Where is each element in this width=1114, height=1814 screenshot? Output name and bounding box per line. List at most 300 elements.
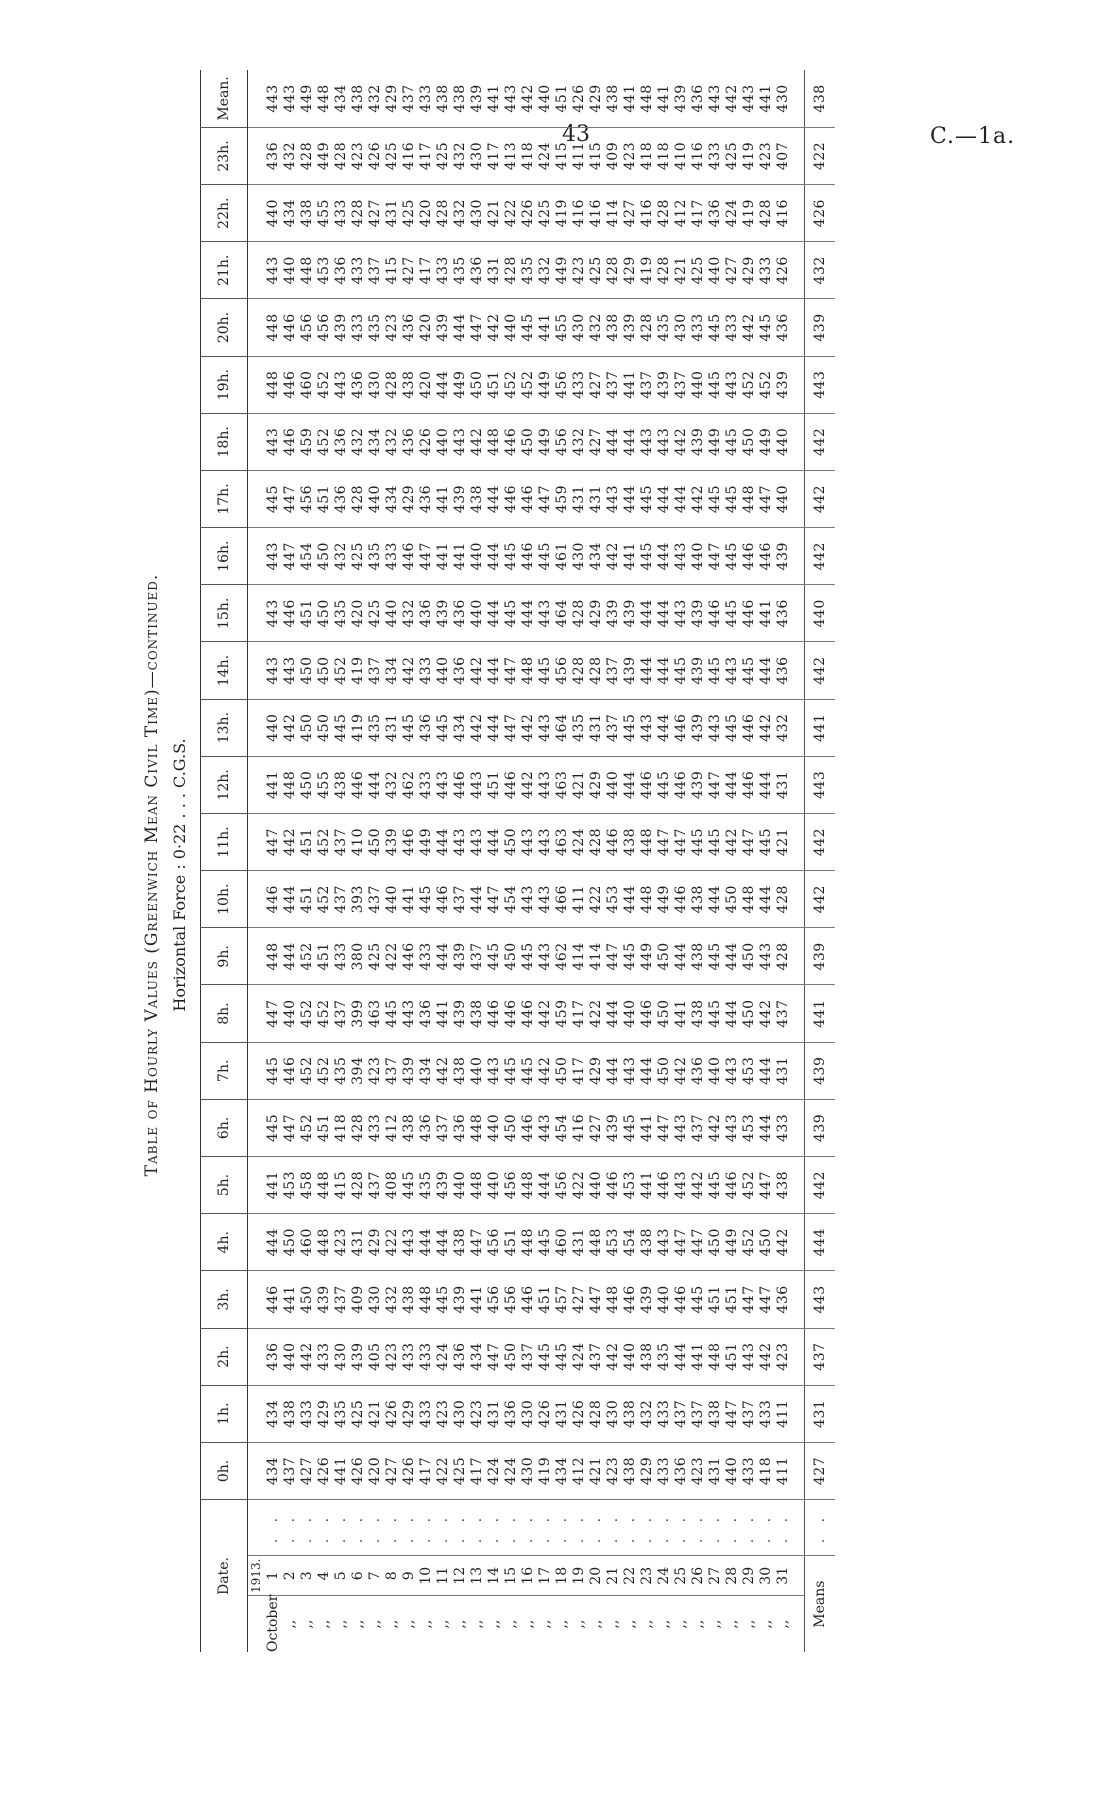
- value-cell: 440: [282, 242, 299, 299]
- value-cell: 440: [469, 585, 486, 642]
- value-cell: 441: [639, 1099, 656, 1156]
- value-cell: 448: [469, 1157, 486, 1214]
- row-mean-cell: 442: [520, 84, 536, 113]
- value-cell: 445: [724, 585, 741, 642]
- value-cell: 429: [622, 242, 639, 299]
- value-cell: 441: [758, 585, 775, 642]
- value-cell: 445: [520, 1042, 537, 1099]
- value-cell: 445: [486, 928, 503, 985]
- mean-cell: 442: [805, 871, 836, 928]
- value-cell: 426: [401, 1442, 418, 1499]
- value-cell: 451: [724, 1328, 741, 1385]
- value-cell: 445: [707, 1157, 724, 1214]
- spacer-cell: [248, 985, 266, 1042]
- value-cell: 447: [673, 813, 690, 870]
- value-cell: 422: [435, 1442, 452, 1499]
- day-number: 15: [503, 1556, 520, 1596]
- means-label: Means: [805, 1556, 836, 1652]
- value-cell: 455: [316, 185, 333, 242]
- table-row: [656, 70, 673, 1652]
- value-cell: 443: [537, 756, 554, 813]
- leader-dots: . .: [571, 1500, 588, 1556]
- value-cell: 445: [758, 299, 775, 356]
- value-cell: 448: [639, 871, 656, 928]
- spacer-cell: [248, 70, 266, 127]
- value-cell: 450: [503, 928, 520, 985]
- value-cell: 432: [452, 185, 469, 242]
- value-cell: 455: [554, 299, 571, 356]
- value-cell: 444: [486, 470, 503, 527]
- hour-header: 5h.: [201, 1157, 248, 1214]
- value-cell: 433: [418, 1328, 435, 1385]
- value-cell: 439: [605, 585, 622, 642]
- spacer-cell: [248, 756, 266, 813]
- value-cell: 460: [299, 1214, 316, 1271]
- row-mean-cell: 443: [741, 84, 757, 113]
- value-cell: 448: [741, 871, 758, 928]
- value-cell: 419: [350, 642, 367, 699]
- spacer-cell: [248, 1271, 266, 1328]
- day-number: 16: [520, 1556, 537, 1596]
- value-cell: 438: [639, 1214, 656, 1271]
- value-cell: 456: [316, 299, 333, 356]
- ditto-mark: ,,: [384, 1596, 401, 1652]
- value-cell: 449: [707, 413, 724, 470]
- value-cell: 443: [265, 642, 282, 699]
- mean-cell: 440: [805, 585, 836, 642]
- value-cell: 429: [588, 585, 605, 642]
- value-cell: 435: [367, 528, 384, 585]
- value-cell: 420: [418, 356, 435, 413]
- value-cell: 451: [707, 1271, 724, 1328]
- day-number: 29: [741, 1556, 758, 1596]
- value-cell: 443: [265, 413, 282, 470]
- value-cell: 446: [503, 413, 520, 470]
- value-cell: 427: [724, 242, 741, 299]
- value-cell: 431: [588, 470, 605, 527]
- mean-cell: 442: [805, 413, 836, 470]
- value-cell: 422: [384, 1214, 401, 1271]
- table-row: [588, 70, 605, 1652]
- row-mean-cell: 441: [486, 84, 502, 113]
- value-cell: 425: [690, 242, 707, 299]
- day-number: 17: [537, 1556, 554, 1596]
- value-cell: 436: [452, 642, 469, 699]
- value-cell: 427: [384, 1442, 401, 1499]
- value-cell: 451: [537, 1271, 554, 1328]
- value-cell: 446: [707, 585, 724, 642]
- value-cell: 451: [486, 356, 503, 413]
- value-cell: 444: [265, 1214, 282, 1271]
- value-cell: 439: [452, 470, 469, 527]
- value-cell: 446: [724, 1157, 741, 1214]
- value-cell: 443: [265, 528, 282, 585]
- ditto-mark: ,,: [622, 1596, 639, 1652]
- mean-cell: 439: [805, 299, 836, 356]
- value-cell: 446: [622, 1271, 639, 1328]
- value-cell: 450: [503, 1099, 520, 1156]
- ditto-mark: ,,: [656, 1596, 673, 1652]
- value-cell: 448: [588, 1214, 605, 1271]
- value-cell: 442: [724, 813, 741, 870]
- table-row: [537, 70, 554, 1652]
- day-number: 24: [656, 1556, 673, 1596]
- table-row: [775, 70, 792, 1652]
- value-cell: 446: [401, 928, 418, 985]
- mean-cell: 439: [805, 928, 836, 985]
- value-cell: 445: [333, 699, 350, 756]
- value-cell: 442: [673, 1042, 690, 1099]
- value-cell: 436: [452, 1328, 469, 1385]
- table-row: [554, 70, 571, 1652]
- value-cell: 429: [401, 470, 418, 527]
- value-cell: 444: [639, 585, 656, 642]
- value-cell: 446: [401, 813, 418, 870]
- value-cell: 434: [265, 1385, 282, 1442]
- value-cell: 449: [724, 1214, 741, 1271]
- day-number: 25: [673, 1556, 690, 1596]
- value-cell: 439: [690, 699, 707, 756]
- value-cell: 445: [639, 528, 656, 585]
- value-cell: 453: [741, 1099, 758, 1156]
- mean-cell: 439: [805, 1042, 836, 1099]
- value-cell: 446: [520, 1099, 537, 1156]
- value-cell: 444: [639, 642, 656, 699]
- value-cell: 432: [384, 413, 401, 470]
- value-cell: 418: [333, 1099, 350, 1156]
- value-cell: 444: [622, 756, 639, 813]
- value-cell: 447: [265, 813, 282, 870]
- day-number: 1: [265, 1556, 282, 1596]
- hour-header: 1h.: [201, 1385, 248, 1442]
- page-number: 43: [562, 122, 590, 147]
- grand-mean-cell: 438: [805, 70, 836, 127]
- spacer-cell: [792, 528, 805, 585]
- value-cell: 438: [452, 1214, 469, 1271]
- value-cell: 450: [554, 1042, 571, 1099]
- value-cell: 420: [350, 585, 367, 642]
- value-cell: 453: [282, 1157, 299, 1214]
- value-cell: 444: [452, 299, 469, 356]
- value-cell: 445: [707, 928, 724, 985]
- value-cell: 446: [605, 1157, 622, 1214]
- value-cell: 439: [435, 585, 452, 642]
- value-cell: 443: [401, 1214, 418, 1271]
- value-cell: 436: [418, 470, 435, 527]
- value-cell: 453: [622, 1157, 639, 1214]
- value-cell: 436: [775, 299, 792, 356]
- value-cell: 443: [724, 642, 741, 699]
- spacer-cell: [792, 1385, 805, 1442]
- value-cell: 463: [367, 985, 384, 1042]
- value-cell: 443: [265, 242, 282, 299]
- mean-cell: 442: [805, 642, 836, 699]
- value-cell: 436: [418, 1099, 435, 1156]
- value-cell: 451: [724, 1271, 741, 1328]
- value-cell: 436: [401, 413, 418, 470]
- value-cell: 451: [316, 470, 333, 527]
- value-cell: 440: [588, 1157, 605, 1214]
- value-cell: 439: [435, 299, 452, 356]
- value-cell: 445: [707, 470, 724, 527]
- value-cell: 447: [673, 1214, 690, 1271]
- value-cell: 440: [282, 985, 299, 1042]
- ditto-mark: ,,: [333, 1596, 350, 1652]
- value-cell: 443: [401, 985, 418, 1042]
- value-cell: 443: [639, 413, 656, 470]
- value-cell: 463: [554, 756, 571, 813]
- spacer-cell: [792, 928, 805, 985]
- value-cell: 440: [707, 1042, 724, 1099]
- ditto-mark: ,,: [639, 1596, 656, 1652]
- value-cell: 428: [639, 299, 656, 356]
- leader-dots: . .: [469, 1500, 486, 1556]
- value-cell: 442: [469, 413, 486, 470]
- row-mean-cell: 436: [690, 84, 706, 113]
- value-cell: 437: [605, 642, 622, 699]
- value-cell: 437: [673, 1385, 690, 1442]
- value-cell: 433: [350, 299, 367, 356]
- value-cell: 425: [401, 185, 418, 242]
- value-cell: 417: [418, 127, 435, 184]
- row-mean-cell: 441: [656, 84, 672, 113]
- value-cell: 450: [503, 813, 520, 870]
- value-cell: 430: [469, 127, 486, 184]
- value-cell: 436: [469, 242, 486, 299]
- value-cell: 443: [265, 585, 282, 642]
- value-cell: 435: [520, 242, 537, 299]
- value-cell: 429: [588, 1042, 605, 1099]
- table-row: [707, 70, 724, 1652]
- spacer-cell: [248, 299, 266, 356]
- value-cell: 443: [452, 413, 469, 470]
- value-cell: 432: [333, 528, 350, 585]
- value-cell: 432: [775, 699, 792, 756]
- value-cell: 448: [265, 356, 282, 413]
- table-row: [503, 70, 520, 1652]
- hour-header: 23h.: [201, 127, 248, 184]
- table-row: [418, 70, 435, 1652]
- value-cell: 450: [299, 756, 316, 813]
- value-cell: 437: [520, 1328, 537, 1385]
- hour-header: 17h.: [201, 470, 248, 527]
- value-cell: 464: [554, 699, 571, 756]
- value-cell: 444: [758, 1099, 775, 1156]
- value-cell: 443: [520, 871, 537, 928]
- means-row: [805, 70, 836, 1652]
- spacer-cell: [248, 1157, 266, 1214]
- leader-dots: . .: [758, 1500, 775, 1556]
- row-mean-cell: 433: [418, 84, 434, 113]
- value-cell: 453: [605, 1214, 622, 1271]
- value-cell: 449: [316, 127, 333, 184]
- value-cell: 447: [486, 871, 503, 928]
- value-cell: 447: [282, 1099, 299, 1156]
- value-cell: 442: [741, 299, 758, 356]
- value-cell: 433: [656, 1385, 673, 1442]
- value-cell: 422: [384, 928, 401, 985]
- value-cell: 441: [401, 871, 418, 928]
- value-cell: 427: [299, 1442, 316, 1499]
- value-cell: 423: [333, 1214, 350, 1271]
- value-cell: 423: [571, 242, 588, 299]
- value-cell: 399: [350, 985, 367, 1042]
- value-cell: 439: [350, 1328, 367, 1385]
- value-cell: 443: [673, 1099, 690, 1156]
- value-cell: 430: [605, 1385, 622, 1442]
- ditto-mark: ,,: [741, 1596, 758, 1652]
- value-cell: 456: [554, 1157, 571, 1214]
- spacer-cell: [792, 299, 805, 356]
- value-cell: 417: [571, 985, 588, 1042]
- value-cell: 437: [469, 928, 486, 985]
- value-cell: 430: [571, 299, 588, 356]
- value-cell: 443: [537, 871, 554, 928]
- value-cell: 426: [520, 185, 537, 242]
- value-cell: 438: [333, 756, 350, 813]
- spacer-cell: [792, 1442, 805, 1499]
- spacer-cell: [792, 699, 805, 756]
- value-cell: 447: [282, 470, 299, 527]
- value-cell: 445: [503, 585, 520, 642]
- value-cell: 416: [571, 185, 588, 242]
- value-cell: 445: [741, 642, 758, 699]
- value-cell: 440: [690, 528, 707, 585]
- value-cell: 416: [775, 185, 792, 242]
- value-cell: 438: [299, 185, 316, 242]
- hour-header: 20h.: [201, 299, 248, 356]
- value-cell: 447: [469, 1214, 486, 1271]
- spacer-cell: [792, 1157, 805, 1214]
- value-cell: 443: [333, 356, 350, 413]
- value-cell: 428: [605, 242, 622, 299]
- value-cell: 443: [537, 813, 554, 870]
- value-cell: 430: [469, 185, 486, 242]
- value-cell: 440: [486, 1099, 503, 1156]
- value-cell: 429: [639, 1442, 656, 1499]
- spacer-cell: [792, 127, 805, 184]
- value-cell: 445: [384, 985, 401, 1042]
- value-cell: 440: [622, 985, 639, 1042]
- value-cell: 413: [503, 127, 520, 184]
- value-cell: 393: [350, 871, 367, 928]
- value-cell: 436: [265, 127, 282, 184]
- leader-dots: . .: [605, 1500, 622, 1556]
- spacer-cell: [248, 1442, 266, 1499]
- value-cell: 442: [469, 699, 486, 756]
- value-cell: 441: [469, 1271, 486, 1328]
- value-cell: 439: [690, 756, 707, 813]
- value-cell: 433: [418, 1385, 435, 1442]
- value-cell: 443: [656, 1214, 673, 1271]
- value-cell: 423: [384, 1328, 401, 1385]
- value-cell: 425: [367, 928, 384, 985]
- value-cell: 442: [605, 528, 622, 585]
- value-cell: 437: [282, 1442, 299, 1499]
- value-cell: 450: [299, 1271, 316, 1328]
- value-cell: 456: [503, 1271, 520, 1328]
- value-cell: 442: [299, 1328, 316, 1385]
- value-cell: 434: [469, 1328, 486, 1385]
- ditto-mark: ,,: [537, 1596, 554, 1652]
- value-cell: 445: [537, 1214, 554, 1271]
- value-cell: 440: [452, 1157, 469, 1214]
- spacer-cell: [792, 242, 805, 299]
- value-cell: 466: [554, 871, 571, 928]
- value-cell: 450: [299, 699, 316, 756]
- value-cell: 456: [299, 470, 316, 527]
- value-cell: 444: [486, 585, 503, 642]
- value-cell: 428: [503, 242, 520, 299]
- spacer-cell: [792, 470, 805, 527]
- value-cell: 446: [282, 1042, 299, 1099]
- value-cell: 448: [265, 928, 282, 985]
- value-cell: 439: [452, 985, 469, 1042]
- value-cell: 454: [622, 1214, 639, 1271]
- value-cell: 440: [469, 1042, 486, 1099]
- value-cell: 423: [384, 299, 401, 356]
- value-cell: 446: [741, 699, 758, 756]
- value-cell: 450: [741, 928, 758, 985]
- value-cell: 444: [605, 985, 622, 1042]
- value-cell: 442: [520, 756, 537, 813]
- value-cell: 450: [299, 642, 316, 699]
- mean-cell: 432: [805, 242, 836, 299]
- value-cell: 442: [537, 985, 554, 1042]
- spacer-cell: [248, 585, 266, 642]
- value-cell: 450: [316, 528, 333, 585]
- value-cell: 411: [775, 1442, 792, 1499]
- value-cell: 452: [316, 1042, 333, 1099]
- spacer-cell: [248, 928, 266, 985]
- value-cell: 450: [707, 1214, 724, 1271]
- value-cell: 451: [299, 871, 316, 928]
- table-row: [452, 70, 469, 1652]
- value-cell: 416: [401, 127, 418, 184]
- value-cell: 445: [537, 642, 554, 699]
- value-cell: 452: [316, 413, 333, 470]
- leader-dots: . .: [775, 1500, 792, 1556]
- spacer-cell: [248, 356, 266, 413]
- value-cell: 423: [622, 127, 639, 184]
- value-cell: 426: [775, 242, 792, 299]
- value-cell: 436: [350, 356, 367, 413]
- spacer-cell: [792, 985, 805, 1042]
- value-cell: 444: [486, 699, 503, 756]
- value-cell: 425: [537, 185, 554, 242]
- spacer-cell: [248, 1500, 266, 1556]
- mean-cell: 442: [805, 528, 836, 585]
- value-cell: 443: [486, 1042, 503, 1099]
- value-cell: 435: [367, 299, 384, 356]
- value-cell: 416: [639, 185, 656, 242]
- value-cell: 439: [622, 642, 639, 699]
- value-cell: 429: [316, 1385, 333, 1442]
- value-cell: 437: [605, 356, 622, 413]
- value-cell: 440: [775, 470, 792, 527]
- leader-dots: . .: [503, 1500, 520, 1556]
- value-cell: 450: [741, 985, 758, 1042]
- ditto-mark: ,,: [520, 1596, 537, 1652]
- value-cell: 416: [588, 185, 605, 242]
- value-cell: 461: [554, 528, 571, 585]
- value-cell: 423: [435, 1385, 452, 1442]
- value-cell: 424: [435, 1328, 452, 1385]
- value-cell: 452: [741, 1157, 758, 1214]
- value-cell: 440: [367, 470, 384, 527]
- table-row: [741, 70, 758, 1652]
- value-cell: 454: [299, 528, 316, 585]
